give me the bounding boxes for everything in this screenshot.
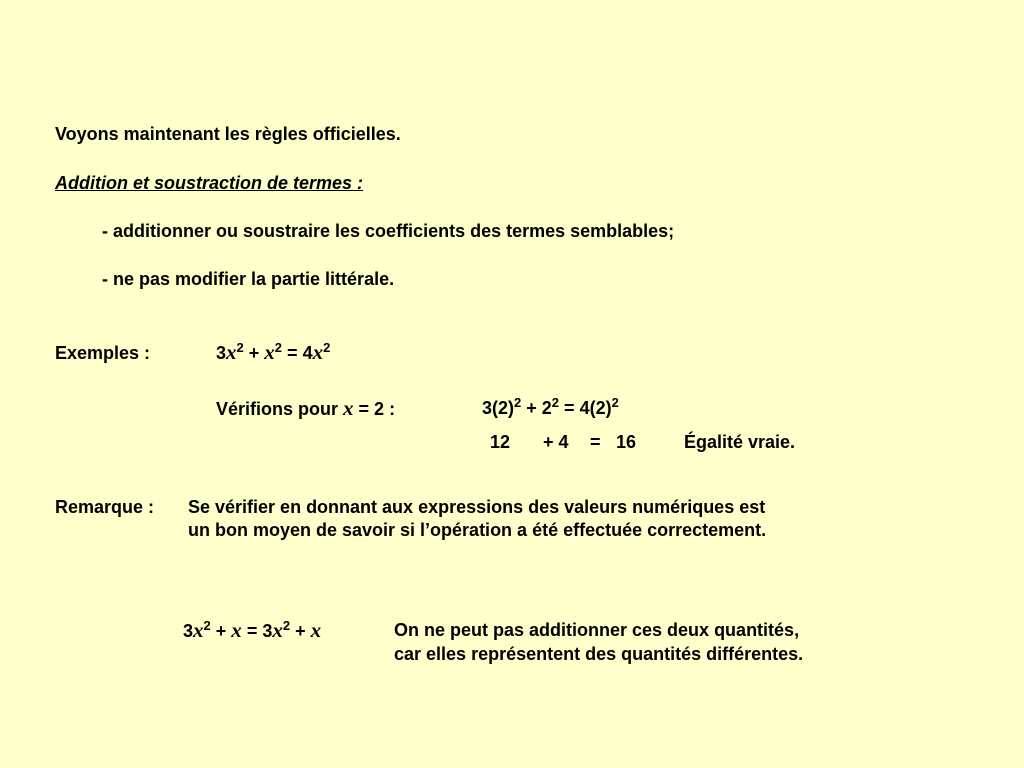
- equals-sign: =: [287, 343, 298, 363]
- equals-sign: =: [564, 398, 575, 418]
- plus-sign: +: [215, 621, 227, 641]
- counter-example-equation: [183, 618, 321, 643]
- lhs-term: 3(2): [482, 398, 515, 418]
- remark-label: Remarque :: [55, 497, 155, 517]
- verify-equation: [482, 396, 619, 420]
- variable-x: x: [193, 618, 204, 642]
- coef: 3: [183, 621, 194, 641]
- rule-1: - additionner ou soustraire les coefficients des termes semblables;: [102, 221, 675, 241]
- exponent: 2: [274, 340, 283, 355]
- equality-conclusion: Égalité vraie.: [684, 432, 796, 452]
- variable-x: x: [310, 618, 322, 642]
- remark-line-2: un bon moyen de savoir si l’opération a été effectuée correctement.: [188, 520, 767, 540]
- remark-line-1: Se vérifier en donnant aux expressions des valeurs numériques est: [188, 497, 766, 517]
- counter-note-line-2: car elles représentent des quantités différentes.: [394, 644, 804, 664]
- variable-x: x: [226, 340, 237, 364]
- verify-suffix: = 2 :: [358, 399, 396, 419]
- numeric-equals: =: [590, 432, 601, 452]
- coef: 3: [216, 343, 227, 363]
- variable-x: x: [272, 618, 283, 642]
- variable-x: x: [312, 340, 324, 364]
- numeric-c: 16: [616, 432, 637, 452]
- coef: 3: [262, 621, 273, 641]
- verify-label: [216, 396, 395, 421]
- numeric-b: + 4: [543, 432, 569, 452]
- rhs-term: 4(2): [579, 398, 612, 418]
- intro-text: Voyons maintenant les règles officielles.: [55, 124, 401, 144]
- rule-2: - ne pas modifier la partie littérale.: [102, 269, 395, 289]
- plus-two: + 2: [526, 398, 552, 418]
- verify-prefix: Vérifions pour: [216, 399, 339, 419]
- exponent: 2: [323, 340, 331, 355]
- exponent: 2: [236, 340, 244, 355]
- coef-result: 4: [302, 343, 313, 363]
- variable-x: x: [264, 340, 275, 364]
- exponent: 2: [282, 618, 291, 633]
- variable-x: x: [343, 396, 354, 420]
- variable-x: x: [231, 618, 242, 642]
- numeric-a: 12: [490, 432, 511, 452]
- example-equation: [216, 340, 330, 365]
- plus-sign: +: [295, 621, 306, 641]
- section-subtitle: Addition et soustraction de termes :: [55, 173, 364, 193]
- exponent: 2: [551, 395, 560, 410]
- exponent: 2: [611, 395, 619, 410]
- exponent: 2: [203, 618, 211, 633]
- plus-sign: +: [248, 343, 260, 363]
- equals-sign: =: [246, 621, 258, 641]
- counter-note-line-1: On ne peut pas additionner ces deux quantités,: [394, 620, 800, 640]
- examples-label: Exemples :: [55, 343, 151, 363]
- exponent: 2: [514, 395, 522, 410]
